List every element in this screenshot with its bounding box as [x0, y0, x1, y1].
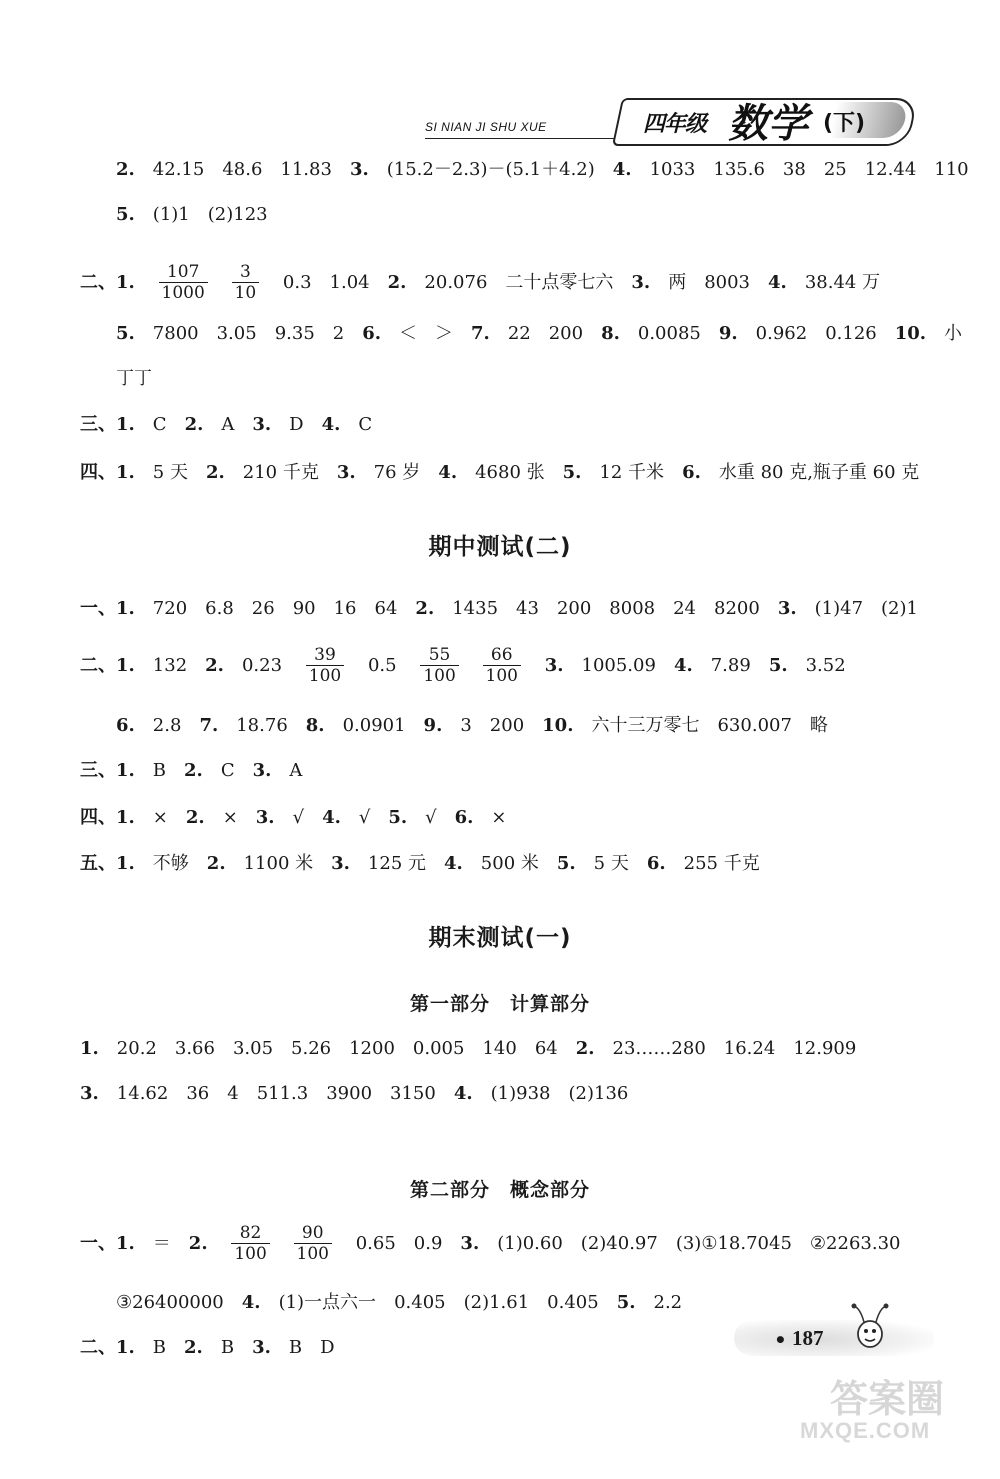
answer-value: 720	[152, 598, 188, 619]
answer-value: 0.405	[394, 1292, 446, 1313]
answer-value: 0.405	[547, 1292, 599, 1313]
answer-value: 8200	[714, 598, 760, 619]
answer-value: ＝	[152, 1232, 171, 1254]
answer-value: √	[358, 807, 371, 828]
answer-value: 42.15	[152, 159, 205, 180]
fraction	[294, 1223, 332, 1264]
item-number: 5.	[616, 1292, 636, 1313]
answer-value: B	[152, 1337, 167, 1358]
answer-value: C	[358, 414, 373, 435]
answer-line-fractions	[80, 1223, 918, 1264]
answer-value: 4	[227, 1083, 239, 1104]
answer-value: (2)1	[881, 598, 918, 619]
answer-value: 200	[548, 323, 584, 344]
header-volume: (下)	[823, 111, 866, 136]
answer-value: ③26400000	[116, 1292, 224, 1313]
fraction-numerator: 3	[232, 262, 260, 283]
answer-value: 12.909	[793, 1038, 857, 1059]
header-rule	[425, 138, 620, 139]
item-number: 7.	[199, 715, 219, 736]
answer-value: 255 千克	[683, 853, 760, 874]
fraction-denominator: 100	[308, 666, 342, 686]
answer-value: (2)1.61	[463, 1292, 530, 1313]
item-number: 2.	[184, 1337, 203, 1358]
answer-value: ×	[491, 807, 507, 828]
answer-line	[116, 203, 286, 227]
item-number: 五、1.	[80, 853, 135, 874]
item-number: 6.	[116, 715, 135, 736]
answer-value: B	[288, 1337, 303, 1358]
answer-value: 1200	[349, 1038, 395, 1059]
section-subtitle: 第二部分 概念部分	[409, 1179, 590, 1201]
bullet-dot: •	[774, 1328, 787, 1352]
item-number: 2.	[387, 271, 407, 293]
item-number: 2.	[205, 654, 224, 676]
answer-value: 36	[186, 1083, 210, 1104]
answer-value: ＜	[399, 323, 418, 344]
item-number: 5.	[388, 807, 408, 828]
line-value: 0.5	[367, 654, 397, 676]
answer-value: (3)①18.7045	[675, 1232, 792, 1254]
answer-line	[80, 852, 778, 876]
answer-value: 210 千克	[242, 462, 319, 483]
answer-value: 90	[292, 598, 316, 619]
item-number: 2.	[184, 414, 204, 435]
answer-value: 38	[782, 159, 806, 180]
answer-line	[80, 413, 390, 437]
answer-value: 1033	[649, 159, 696, 180]
item-number: 5.	[116, 204, 135, 225]
item-number: 3.	[460, 1232, 480, 1254]
answer-value: (2)123	[207, 204, 268, 225]
item-number: 3.	[252, 414, 272, 435]
answer-value: A	[289, 760, 303, 781]
answer-value: ＞	[435, 323, 454, 344]
answer-value: (2)136	[568, 1083, 629, 1104]
item-number: 4.	[453, 1083, 473, 1104]
answer-value: 20.2	[116, 1038, 157, 1059]
item-number: 7.	[471, 323, 490, 344]
answer-value: (15.2－2.3)－(5.1＋4.2)	[386, 159, 595, 180]
item-number: 3.	[80, 1083, 99, 1104]
answer-value: 六十三万零七	[591, 715, 700, 736]
answer-value: 76 岁	[373, 462, 421, 483]
answer-value: (1)938	[490, 1083, 551, 1104]
answer-value: 140	[482, 1038, 517, 1059]
answer-value: 1005.09	[581, 654, 656, 676]
answer-value: 125 元	[367, 853, 426, 874]
bee-mascot-icon	[846, 1298, 894, 1352]
item-number: 3.	[631, 271, 651, 293]
section-title: 期中测试(二)	[428, 534, 572, 560]
answer-value: 二十点零七六	[505, 271, 614, 293]
answer-line	[116, 1291, 700, 1315]
answer-value: ×	[222, 807, 238, 828]
answer-line	[116, 714, 846, 738]
item-number: 6.	[682, 462, 701, 483]
item-number: 3.	[544, 654, 564, 676]
answer-value: 略	[809, 715, 828, 736]
item-number: 3.	[252, 1337, 271, 1358]
item-number: 9.	[718, 323, 738, 344]
header-pinyin: SI NIAN JI SHU XUE	[425, 120, 547, 134]
answer-line	[80, 597, 936, 621]
answer-line	[80, 806, 525, 830]
answer-value: ②2263.30	[809, 1232, 901, 1254]
item-number: 3.	[255, 807, 275, 828]
item-number: 9.	[423, 715, 443, 736]
answer-value: C	[220, 760, 235, 781]
answer-value: 3.52	[805, 654, 846, 676]
answer-value: A	[221, 414, 235, 435]
answer-value: 3	[460, 715, 472, 736]
item-number: 2.	[184, 760, 203, 781]
answer-value: 110	[934, 159, 969, 180]
line-lead: 二、1.	[80, 271, 135, 293]
item-number: 四、1.	[80, 462, 135, 483]
answer-value: 135.6	[713, 159, 765, 180]
answer-value: 24	[673, 598, 697, 619]
item-number: 5.	[562, 462, 582, 483]
answer-value: 2	[332, 323, 345, 344]
answer-value: 43	[516, 598, 539, 619]
answer-value: 3900	[326, 1083, 373, 1104]
answer-value: 7800	[152, 323, 199, 344]
answer-value: 两	[668, 271, 687, 293]
item-number: 4.	[673, 654, 693, 676]
item-number: 3.	[336, 462, 356, 483]
answer-value: 511.3	[256, 1083, 309, 1104]
answer-value: 3.05	[232, 1038, 274, 1059]
answer-value: 小	[944, 323, 963, 344]
line-lead	[80, 1233, 226, 1254]
answer-value: 3.05	[216, 323, 257, 344]
item-number: 2.	[415, 598, 435, 619]
item-number: 3.	[777, 598, 797, 619]
answer-value: 12.44	[864, 159, 917, 180]
answer-value: 11.83	[280, 159, 332, 180]
answer-value: D	[320, 1337, 335, 1358]
fraction-denominator: 100	[423, 666, 456, 686]
item-number: 三、1.	[80, 414, 135, 435]
item-number: 8.	[601, 323, 620, 344]
answer-line	[80, 759, 320, 783]
answer-value: (1)0.60	[497, 1232, 563, 1254]
fraction-numerator: 66	[483, 645, 521, 666]
answer-value: 丁丁	[116, 368, 152, 389]
answer-value: 0.962	[755, 323, 808, 344]
answer-value: 26	[251, 598, 275, 619]
item-number: 三、1.	[80, 760, 135, 781]
item-number: 5.	[556, 853, 576, 874]
item-number: 3.	[349, 159, 369, 180]
fraction-numerator: 90	[294, 1223, 332, 1244]
answer-value: 不够	[152, 853, 189, 874]
line-rest	[283, 272, 898, 293]
answer-value: 16.24	[723, 1038, 776, 1059]
item-number: 2.	[116, 159, 135, 180]
fraction-denominator: 100	[234, 1244, 267, 1264]
item-number: 4.	[444, 853, 463, 874]
fraction-numerator: 107	[159, 262, 208, 283]
item-number: 4.	[612, 159, 632, 180]
item-number: 10.	[894, 323, 927, 344]
answer-value: 0.005	[412, 1038, 465, 1059]
fraction	[159, 262, 208, 303]
answer-value: 1.04	[329, 271, 370, 293]
item-number: 6.	[646, 853, 666, 874]
item-number: 2.	[205, 462, 225, 483]
item-number: 3.	[331, 853, 350, 874]
item-number: 5.	[116, 323, 135, 344]
answer-value: 630.007	[717, 715, 792, 736]
item-number: 10.	[542, 715, 574, 736]
answer-value: 16	[333, 598, 357, 619]
fraction	[232, 262, 260, 303]
answer-value: D	[289, 414, 304, 435]
line-lead	[80, 655, 300, 676]
line-rest	[545, 655, 864, 676]
answer-value: (1)47	[814, 598, 864, 619]
page-number-badge	[734, 1320, 934, 1356]
answer-line	[80, 1037, 874, 1061]
answer-value: 0.3	[282, 271, 312, 293]
fraction	[483, 645, 521, 686]
fraction-denominator: 1000	[161, 283, 205, 303]
answer-value: (2)40.97	[580, 1232, 658, 1254]
fraction	[306, 645, 344, 686]
answer-value: 8008	[609, 598, 656, 619]
item-number: 4.	[438, 462, 458, 483]
answer-value: 500 米	[480, 853, 539, 874]
fraction-denominator: 100	[296, 1244, 329, 1264]
answer-value: 8003	[704, 271, 751, 293]
page-number: 187	[792, 1326, 824, 1350]
answer-line-fractions	[80, 645, 864, 686]
item-number: 4.	[768, 271, 787, 293]
item-number: 四、1.	[80, 807, 135, 828]
answer-value: 7.89	[710, 654, 751, 676]
answer-value: 0.0085	[637, 323, 701, 344]
answer-value: 4680 张	[475, 462, 545, 483]
header-grade: 四年级	[643, 112, 707, 137]
answer-value: B	[220, 1337, 235, 1358]
answer-line	[80, 461, 937, 485]
answer-value: 64	[534, 1038, 558, 1059]
answer-line	[80, 1336, 353, 1360]
answer-value: 9.35	[274, 323, 315, 344]
answer-value: 3.66	[174, 1038, 215, 1059]
answer-value: 18.76	[236, 715, 288, 736]
answer-value: 23……280	[612, 1038, 706, 1059]
answer-value: 6.8	[205, 598, 234, 619]
fraction-denominator: 10	[234, 283, 257, 303]
fraction-numerator: 39	[306, 645, 344, 666]
item-number: 3.	[252, 760, 272, 781]
answer-value: 0.23	[241, 654, 283, 676]
answer-value: 2.2	[653, 1292, 683, 1313]
item-number: 一、1.	[80, 598, 135, 619]
answer-value: 3150	[390, 1083, 436, 1104]
answer-value: 14.62	[116, 1083, 169, 1104]
answer-value: 12 千米	[599, 462, 665, 483]
answer-line-fractions	[80, 262, 898, 303]
item-number: 一、1.	[80, 1232, 135, 1254]
answer-line	[116, 158, 987, 182]
item-number: 4.	[241, 1292, 261, 1313]
item-number: 二、1.	[80, 1337, 135, 1358]
item-number: 2.	[206, 853, 226, 874]
line-rest	[356, 1233, 919, 1254]
item-number: 5.	[768, 654, 788, 676]
section-subtitle: 第一部分 计算部分	[409, 993, 590, 1015]
answer-value: 0.9	[413, 1232, 443, 1254]
answer-value: 200	[556, 598, 592, 619]
answer-line	[116, 367, 170, 391]
answer-value: 0.65	[355, 1232, 396, 1254]
fraction-numerator: 82	[231, 1223, 269, 1244]
page-header	[425, 98, 915, 146]
watermark-logo: 答案圈	[830, 1377, 945, 1421]
answer-value: 25	[823, 159, 847, 180]
answer-value: 64	[374, 598, 398, 619]
fraction	[231, 1223, 269, 1264]
answer-value: 38.44 万	[804, 271, 881, 293]
item-number: 二、1.	[80, 654, 135, 676]
answer-value: (1)一点六一	[278, 1292, 377, 1313]
answer-value: (1)1	[152, 204, 190, 225]
answer-value: 水重 80 克,瓶子重 60 克	[718, 462, 920, 483]
answer-value: C	[152, 414, 167, 435]
answer-value: 0.0901	[342, 715, 406, 736]
answer-value: 2.8	[152, 715, 182, 736]
item-number: 6.	[454, 807, 474, 828]
item-number: 4.	[321, 414, 341, 435]
item-number: 2.	[185, 807, 205, 828]
answer-value: B	[152, 760, 167, 781]
answer-value: ×	[152, 807, 168, 828]
answer-value: 1435	[452, 598, 499, 619]
answer-line	[80, 1082, 646, 1106]
answer-line	[116, 322, 980, 346]
item-number: 2.	[188, 1232, 208, 1254]
answer-value: 200	[489, 715, 525, 736]
answer-value: 48.6	[222, 159, 263, 180]
fraction-numerator: 55	[420, 645, 458, 666]
item-number: 8.	[305, 715, 325, 736]
answer-value: 5 天	[593, 853, 629, 874]
answer-value: 20.076	[424, 271, 488, 293]
item-number: 2.	[575, 1038, 595, 1059]
item-number: 4.	[322, 807, 341, 828]
answer-value: 5 天	[152, 462, 188, 483]
answer-value: 22	[507, 323, 531, 344]
fraction-denominator: 100	[485, 666, 518, 686]
item-number: 6.	[362, 323, 382, 344]
answer-value: √	[292, 807, 305, 828]
item-number: 1.	[80, 1038, 99, 1059]
section-title: 期末测试(一)	[428, 925, 572, 951]
answer-value: 132	[152, 654, 188, 676]
fraction	[420, 645, 458, 686]
watermark-text: MXQE.COM	[800, 1418, 931, 1443]
answer-value: 1100 米	[243, 853, 314, 874]
answer-value: √	[425, 807, 437, 828]
answer-value: 5.26	[291, 1038, 332, 1059]
header-subject: 数学	[728, 101, 808, 147]
answer-value: 0.126	[825, 323, 877, 344]
